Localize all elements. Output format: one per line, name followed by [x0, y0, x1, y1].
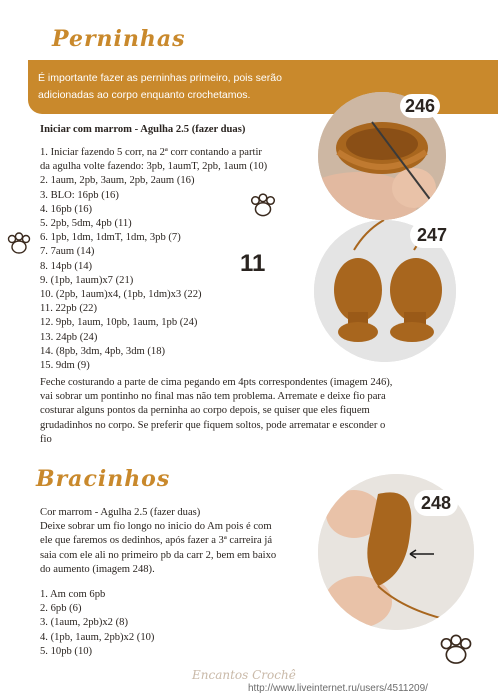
section-title-bracinhos: Bracinhos: [36, 466, 171, 492]
paw-icon: [6, 232, 32, 258]
perninhas-steps: [40, 146, 267, 373]
step-line: 8. 14pb (14): [40, 260, 93, 272]
step-line: 3. (1aum, 2pb)x2 (8): [40, 617, 128, 629]
step-line: 6. 1pb, 1dm, 1dmT, 1dm, 3pb (7): [40, 232, 181, 244]
step-line: 4. (1pb, 1aum, 2pb)x2 (10): [40, 631, 155, 643]
intro-line: do aumento (imagem 248).: [40, 563, 155, 575]
intro-line: Cor marrom - Agulha 2.5 (fazer duas): [40, 507, 201, 518]
step-line: 11. 22pb (22): [40, 303, 97, 315]
step-line: 14. (8pb, 3dm, 4pb, 3dm (18): [40, 345, 166, 357]
step-line: 9. (1pb, 1aum)x7 (21): [40, 274, 134, 286]
step-line: 12. 9pb, 1aum, 10pb, 1aum, 1pb (24): [40, 317, 198, 329]
image-number-badge: 247: [410, 222, 454, 248]
banner-line: É importante fazer as perninhas primeiro, pois serão: [38, 72, 282, 84]
intro-line: ele que faremos os dedinhos, após fazer a 3ª carreira já: [40, 535, 273, 547]
step-line: da agulha volte fazendo: 3pb, 1aumT, 2pb, 1aum (10): [40, 161, 268, 173]
finish-line: grudadinhos no corpo. Se preferir que fiquem soltos, pode arrematar e esconder o: [40, 419, 386, 431]
paw-icon: [249, 193, 277, 221]
step-line: 15. 9dm (9): [40, 360, 90, 372]
info-banner-text: [38, 70, 318, 104]
intro-line: saia com ele ali no primeiro pb da carr 2, bem em baixo: [40, 549, 277, 561]
perninhas-finish: [40, 376, 392, 447]
footer-brand: Encantos Crochê: [192, 668, 296, 682]
step-line: 2. 1aum, 2pb, 3aum, 2pb, 2aum (16): [40, 175, 195, 187]
finish-line: vai sobrar um pontinho no final mas não tem problema. Arremate e deixe fio para: [40, 391, 386, 403]
perninhas-intro: Iniciar com marrom - Agulha 2.5 (fazer duas): [40, 124, 246, 135]
section-title-perninhas: Perninhas: [52, 26, 186, 52]
step-line: 2. 6pb (6): [40, 603, 82, 615]
paw-icon: [436, 634, 476, 670]
step-line: 10. (2pb, 1aum)x4, (1pb, 1dm)x3 (22): [40, 289, 202, 301]
step-line: 3. BLO: 16pb (16): [40, 189, 119, 201]
footer-url: http://www.liveinternet.ru/users/4511209/: [248, 683, 428, 694]
bracinhos-intro: [40, 506, 276, 577]
step-line: 13. 24pb (24): [40, 331, 98, 343]
page-number: 11: [240, 250, 266, 277]
step-line: 4. 16pb (16): [40, 203, 93, 215]
banner-line: adicionadas ao corpo enquanto crochetamos.: [38, 89, 251, 101]
bracinhos-steps: [40, 588, 154, 659]
finish-line: fio: [40, 433, 52, 445]
finish-line: costurar alguns pontos da perninha ao corpo depois, se quiser que eles fiquem: [40, 405, 370, 417]
intro-line: Deixe sobrar um fio longo no inicio do Am pois é com: [40, 521, 272, 533]
step-line: 1. Am com 6pb: [40, 589, 106, 600]
step-line: 5. 2pb, 5dm, 4pb (11): [40, 218, 132, 230]
finish-line: Feche costurando a parte de cima pegando em 4pts correspondentes (imagem 246),: [40, 377, 393, 388]
image-number-badge: 246: [400, 94, 440, 118]
step-line: 5. 10pb (10): [40, 645, 93, 657]
image-number-badge: 248: [414, 490, 458, 516]
step-line: 7. 7aum (14): [40, 246, 95, 258]
step-line: 1. Iniciar fazendo 5 corr, na 2ª corr contando a partir: [40, 147, 262, 158]
